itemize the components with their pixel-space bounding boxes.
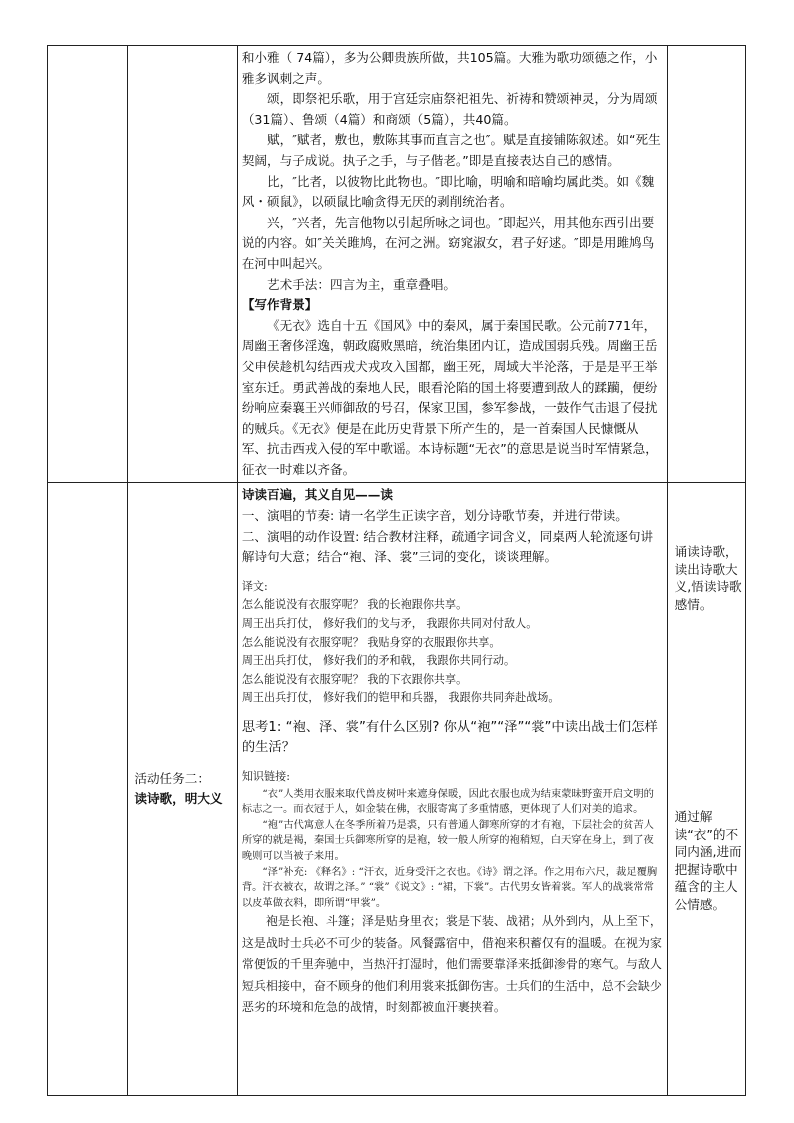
task-cell [128, 483, 237, 1096]
translation-line: 周王出兵打仗， 修好我们的矛和戟， 我跟你共同行动。 [241, 654, 516, 668]
knowledge-paragraph-yi: “衣”人类用衣服来取代兽皮树叶来遮身保暖，因此衣服也成为结束蒙昧野蛮开启文明的标志之一。而衣冠于人，如金装在佛，衣服寄寓了多重情感，更体现了人们对美的追求。 [241, 787, 654, 816]
empty-cell [48, 483, 128, 1096]
translation-line: 周王出兵打仗， 修好我们的戈与矛， 我跟你共同对付敌人。 [241, 617, 538, 631]
translation-line: 怎么能说没有衣服穿呢？ 我的下衣跟你共享。 [241, 672, 468, 686]
think-question-one: 思考1: “袍、泽、裳”有什么区别? 你从“袍”“泽”“裳”中读出战士们怎样的生活？ [241, 720, 658, 755]
paragraph-technique: 艺术手法：四言为主，重章叠唱。 [267, 276, 456, 292]
side-note-cell [667, 483, 745, 1096]
side-note-recite: 诵读诗歌，读出诗歌大义,悟读诗歌感情。 [674, 544, 742, 612]
step-one: 一、演唱的节奏: 请一名学生正读字音，划分诗歌节奏，并进行带读。 [241, 508, 628, 524]
table-row-task-two [48, 483, 746, 1096]
content-cell [237, 46, 667, 483]
translation-line: 怎么能说没有衣服穿呢？ 我的长袍跟你共享。 [241, 598, 468, 612]
translation-label: 译文: [241, 579, 268, 593]
empty-cell [48, 46, 128, 483]
step-two: 二、演唱的动作设置: 结合教材注释，疏通字词含义，同桌两人轮流逐句讲解诗句大意；结合“袍、泽、裳”三词的变化，谈谈理解。 [241, 528, 654, 565]
knowledge-paragraph-ze: “泽”补充: 《释名》: “汗衣，近身受汗之衣也。《诗》谓之泽。作之用布六尺，裁足覆胸背。汗衣被衣，故谓之泽。” “裳”《说文》: “裙，下裳”。古代男女皆着裳。军人的战裳常常以皮革做衣料，即所谓“甲裳”。 [241, 865, 658, 909]
translation-line: 怎么能说没有衣服穿呢？ 我贴身穿的衣服跟你共享。 [241, 635, 501, 649]
task-title: 读诗歌，明大义 [134, 791, 223, 807]
knowledge-paragraph-pao: “袍”古代寓意人在冬季所着乃是裘，只有普通人御寒所穿的才有袍，下层社会的贫苦人所穿的就是褐，秦国士兵御寒所穿的是袍，较一般人所穿的袍稍短，白天穿在身上，到了夜晚则可以当被子来用。 [241, 818, 654, 862]
section-heading: 诗读百遍，其义自见——读 [241, 487, 393, 503]
background-text: 《无衣》选自十五《国风》中的秦风，属于秦国民歌。公元前771年，周幽王奢侈淫逸，朝政腐败黑暗，统治集团内讧，造成国弱兵残。周幽王岳父申侯趁机勾结西戎犬戎攻入国都，幽王死，周域大半沦落，于是是平王举室东迁。勇武善战的秦地人民，眼看沦陷的国土将要遭到敌人的蹂躏，便纷纷响应秦襄王兴师御敌的号召，保家卫国，参军参战，一鼓作气击退了侵扰的贼兵。《无衣》便是在此历史背景下所产生的，是一首秦国人民慷慨从军、抗击西戎入侵的军中歌谣。本诗标题“无衣”的意思是说当时军情紧急，征衣一时难以齐备。 [241, 317, 658, 477]
empty-cell [667, 46, 745, 483]
paragraph-fu: 赋，″赋者，敷也，敷陈其事而直言之也″。赋是直接铺陈叙述。如“死生契阔，与子成说。执子之手，与子偕老。”即是直接表达自己的感情。 [241, 132, 661, 168]
knowledge-label: 知识链接: [241, 770, 290, 783]
empty-cell [128, 46, 237, 483]
table-row-background [48, 46, 746, 483]
closing-paragraph: 袍是长袍、斗篷；泽是贴身里衣；裳是下装、战裙；从外到内，从上至下，这是战时士兵必不可少的装备。风餐露宿中，借袍来积蓄仅有的温暖。在视为家常便饭的千里奔驰中，当热汗打湿时，他们需要靠泽来抵御渗骨的寒气。与敌人短兵相接中，奋不顾身的他们利用裳来抵御伤害。士兵们的生活中，总不会缺少恶劣的环境和危急的战情，时刻都被血汗裹挟着。 [241, 914, 662, 1015]
content-cell [237, 483, 667, 1096]
task-label: 活动任务二： [134, 771, 210, 787]
side-note-interpret: 通过解读“衣”的不同内涵,进而把握诗歌中蕴含的主人公情感。 [674, 809, 742, 912]
paragraph-song: 颂，即祭祀乐歌，用于宫廷宗庙祭祀祖先、祈祷和赞颂神灵，分为周颂（31篇）、鲁颂（4篇）和商颂（5篇），共40篇。 [241, 91, 658, 127]
translation-line: 周王出兵打仗， 修好我们的铠甲和兵器， 我跟你共同奔赴战场。 [241, 691, 560, 705]
paragraph-ya: 和小雅（ 74篇），多为公卿贵族所做，共105篇。大雅为歌功颂德之作，小雅多讽刺之声。 [241, 50, 658, 86]
background-heading: 【写作背景】 [241, 297, 318, 313]
paragraph-bi: 比，″比者，以彼物比此物也。″即比喻，明喻和暗喻均属此类。如《魏风・硕鼠》，以硕鼠比喻贪得无厌的剥削统治者。 [241, 173, 655, 210]
lesson-plan-table [47, 45, 746, 1096]
paragraph-xing: 兴，″兴者，先言他物以引起所咏之词也。″即起兴，用其他东西引出要说的内容。如″关关雎鸠，在河之洲。窈窕淑女，君子好逑。″即是用雎鸠鸟在河中叫起兴。 [241, 214, 655, 271]
